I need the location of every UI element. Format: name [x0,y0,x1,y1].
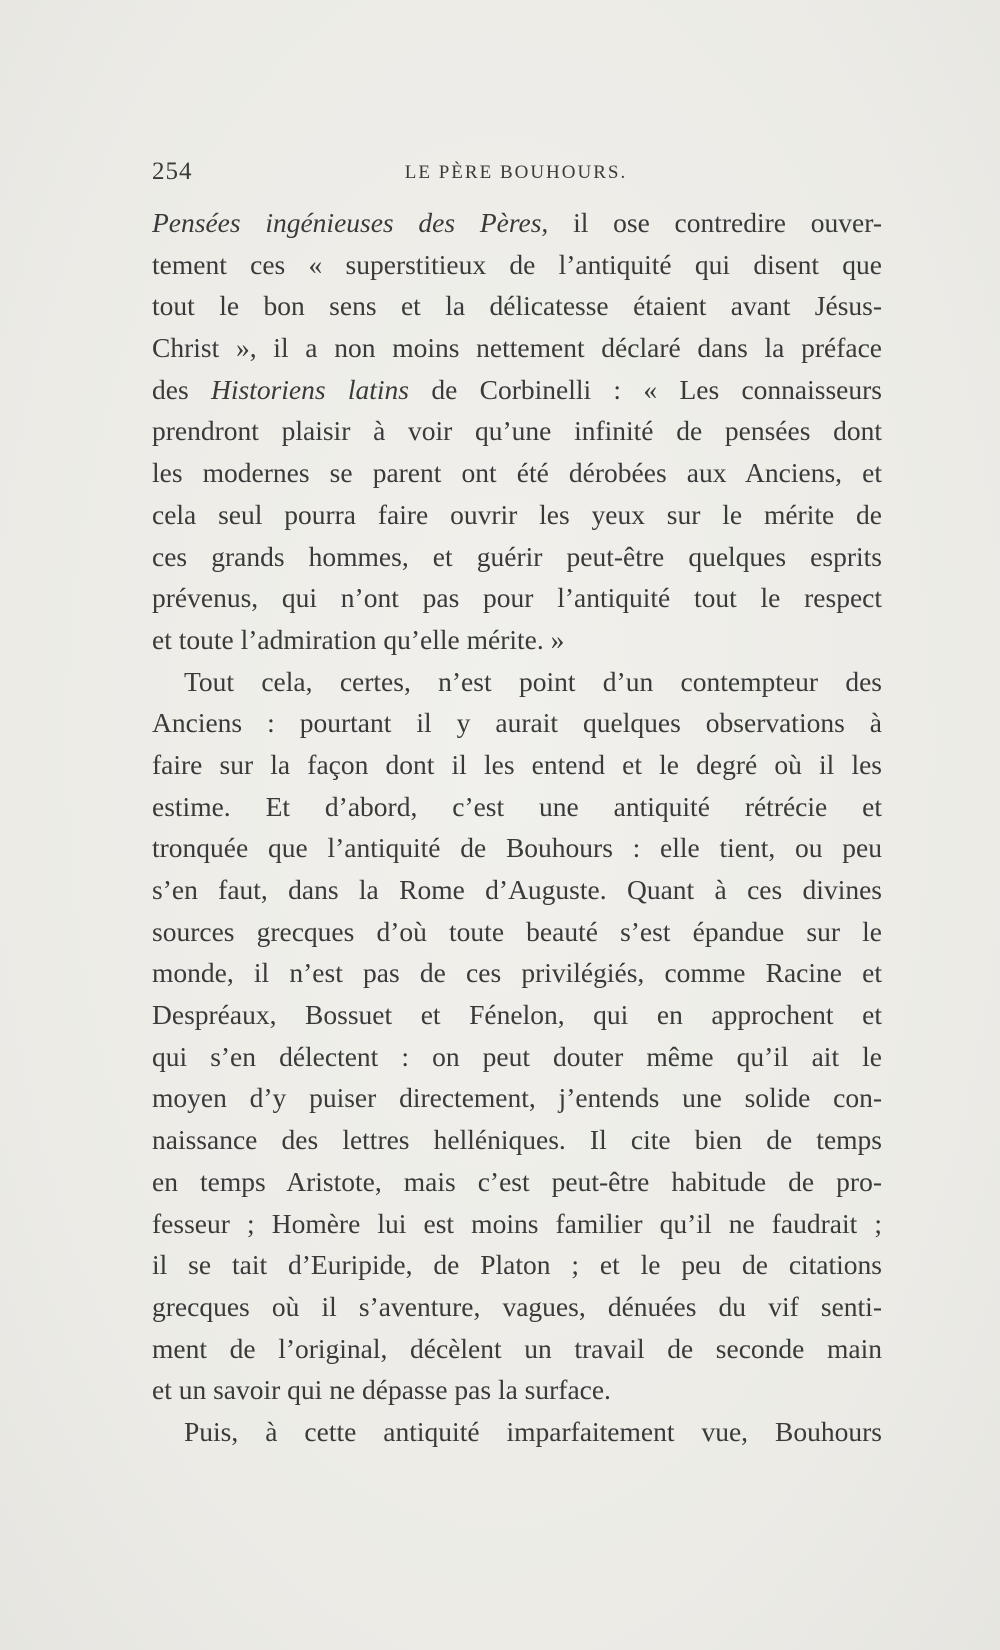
running-head [152,158,880,190]
text-line: ces grands hommes, et guérir peut-être quelques esprits [152,540,882,572]
text-line: Pensées ingénieuses des Pères, il ose contredire ouver- [152,207,883,238]
text-line: des Historiens latins de Corbinelli : « Les connaisseurs [152,373,882,405]
text-line: prévenus, qui n’ont pas pour l’antiquité tout le respect [152,582,882,614]
text-line: estime. Et d’abord, c’est une antiquité rétrécie et [152,790,882,822]
text-line: naissance des lettres helléniques. Il cite bien de temps [152,1124,882,1156]
text-line: faire sur la façon dont il les entend et le degré où il les [152,748,882,780]
page-number: 254 [152,158,193,185]
text-line: s’en faut, dans la Rome d’Auguste. Quant à ces divines [152,874,882,905]
text-line: fesseur ; Homère lui est moins familier qu’il ne faudrait ; [152,1207,882,1239]
text-line: Despréaux, Bossuet et Fénelon, qui en approchent et [152,999,882,1031]
paragraph-end-line: et un savoir qui ne dépasse pas la surface. [152,1374,611,1406]
body-text [152,202,882,1453]
running-title: LE PÈRE BOUHOURS. [404,162,628,183]
text-line: cela seul pourra faire ouvrir les yeux sur le mérite de [152,498,882,530]
text-line: monde, il n’est pas de ces privilégiés, comme Racine et [152,957,882,989]
text-line: sources grecques d’où toute beauté s’est épandue sur le [152,915,882,947]
text-line: en temps Aristote, mais c’est peut-être habitude de pro- [152,1165,882,1197]
text-line: les modernes se parent ont été dérobées aux Anciens, et [152,457,882,489]
text-line: il se tait d’Euripide, de Platon ; et le peu de citations [152,1249,882,1281]
paragraph-end-line: et toute l’admiration qu’elle mérite. » [152,623,565,655]
text-line: tement ces « superstitieux de l’antiquité qui disent que [152,248,882,280]
text-line: prendront plaisir à voir qu’une infinité de pensées dont [152,415,882,447]
text-line: ment de l’original, décèlent un travail de seconde main [152,1332,882,1364]
paragraph-start-line: Puis, à cette antiquité imparfaitement vue, Bouhours [184,1415,882,1447]
text-line: tronquée que l’antiquité de Bouhours : elle tient, ou peu [152,832,882,864]
text-line: Anciens : pourtant il y aurait quelques observations à [152,707,882,739]
text-line: moyen d’y puiser directement, j’entends une solide con- [152,1082,882,1114]
text-line: grecques où il s’aventure, vagues, dénuées du vif senti- [152,1290,882,1322]
text-line: qui s’en délectent : on peut douter même qu’il ait le [152,1040,882,1072]
paragraph-start-line: Tout cela, certes, n’est point d’un contempteur des [184,665,882,697]
text-line: tout le bon sens et la délicatesse étaient avant Jésus- [152,290,882,322]
text-line: Christ », il a non moins nettement déclaré dans la préface [152,332,882,364]
